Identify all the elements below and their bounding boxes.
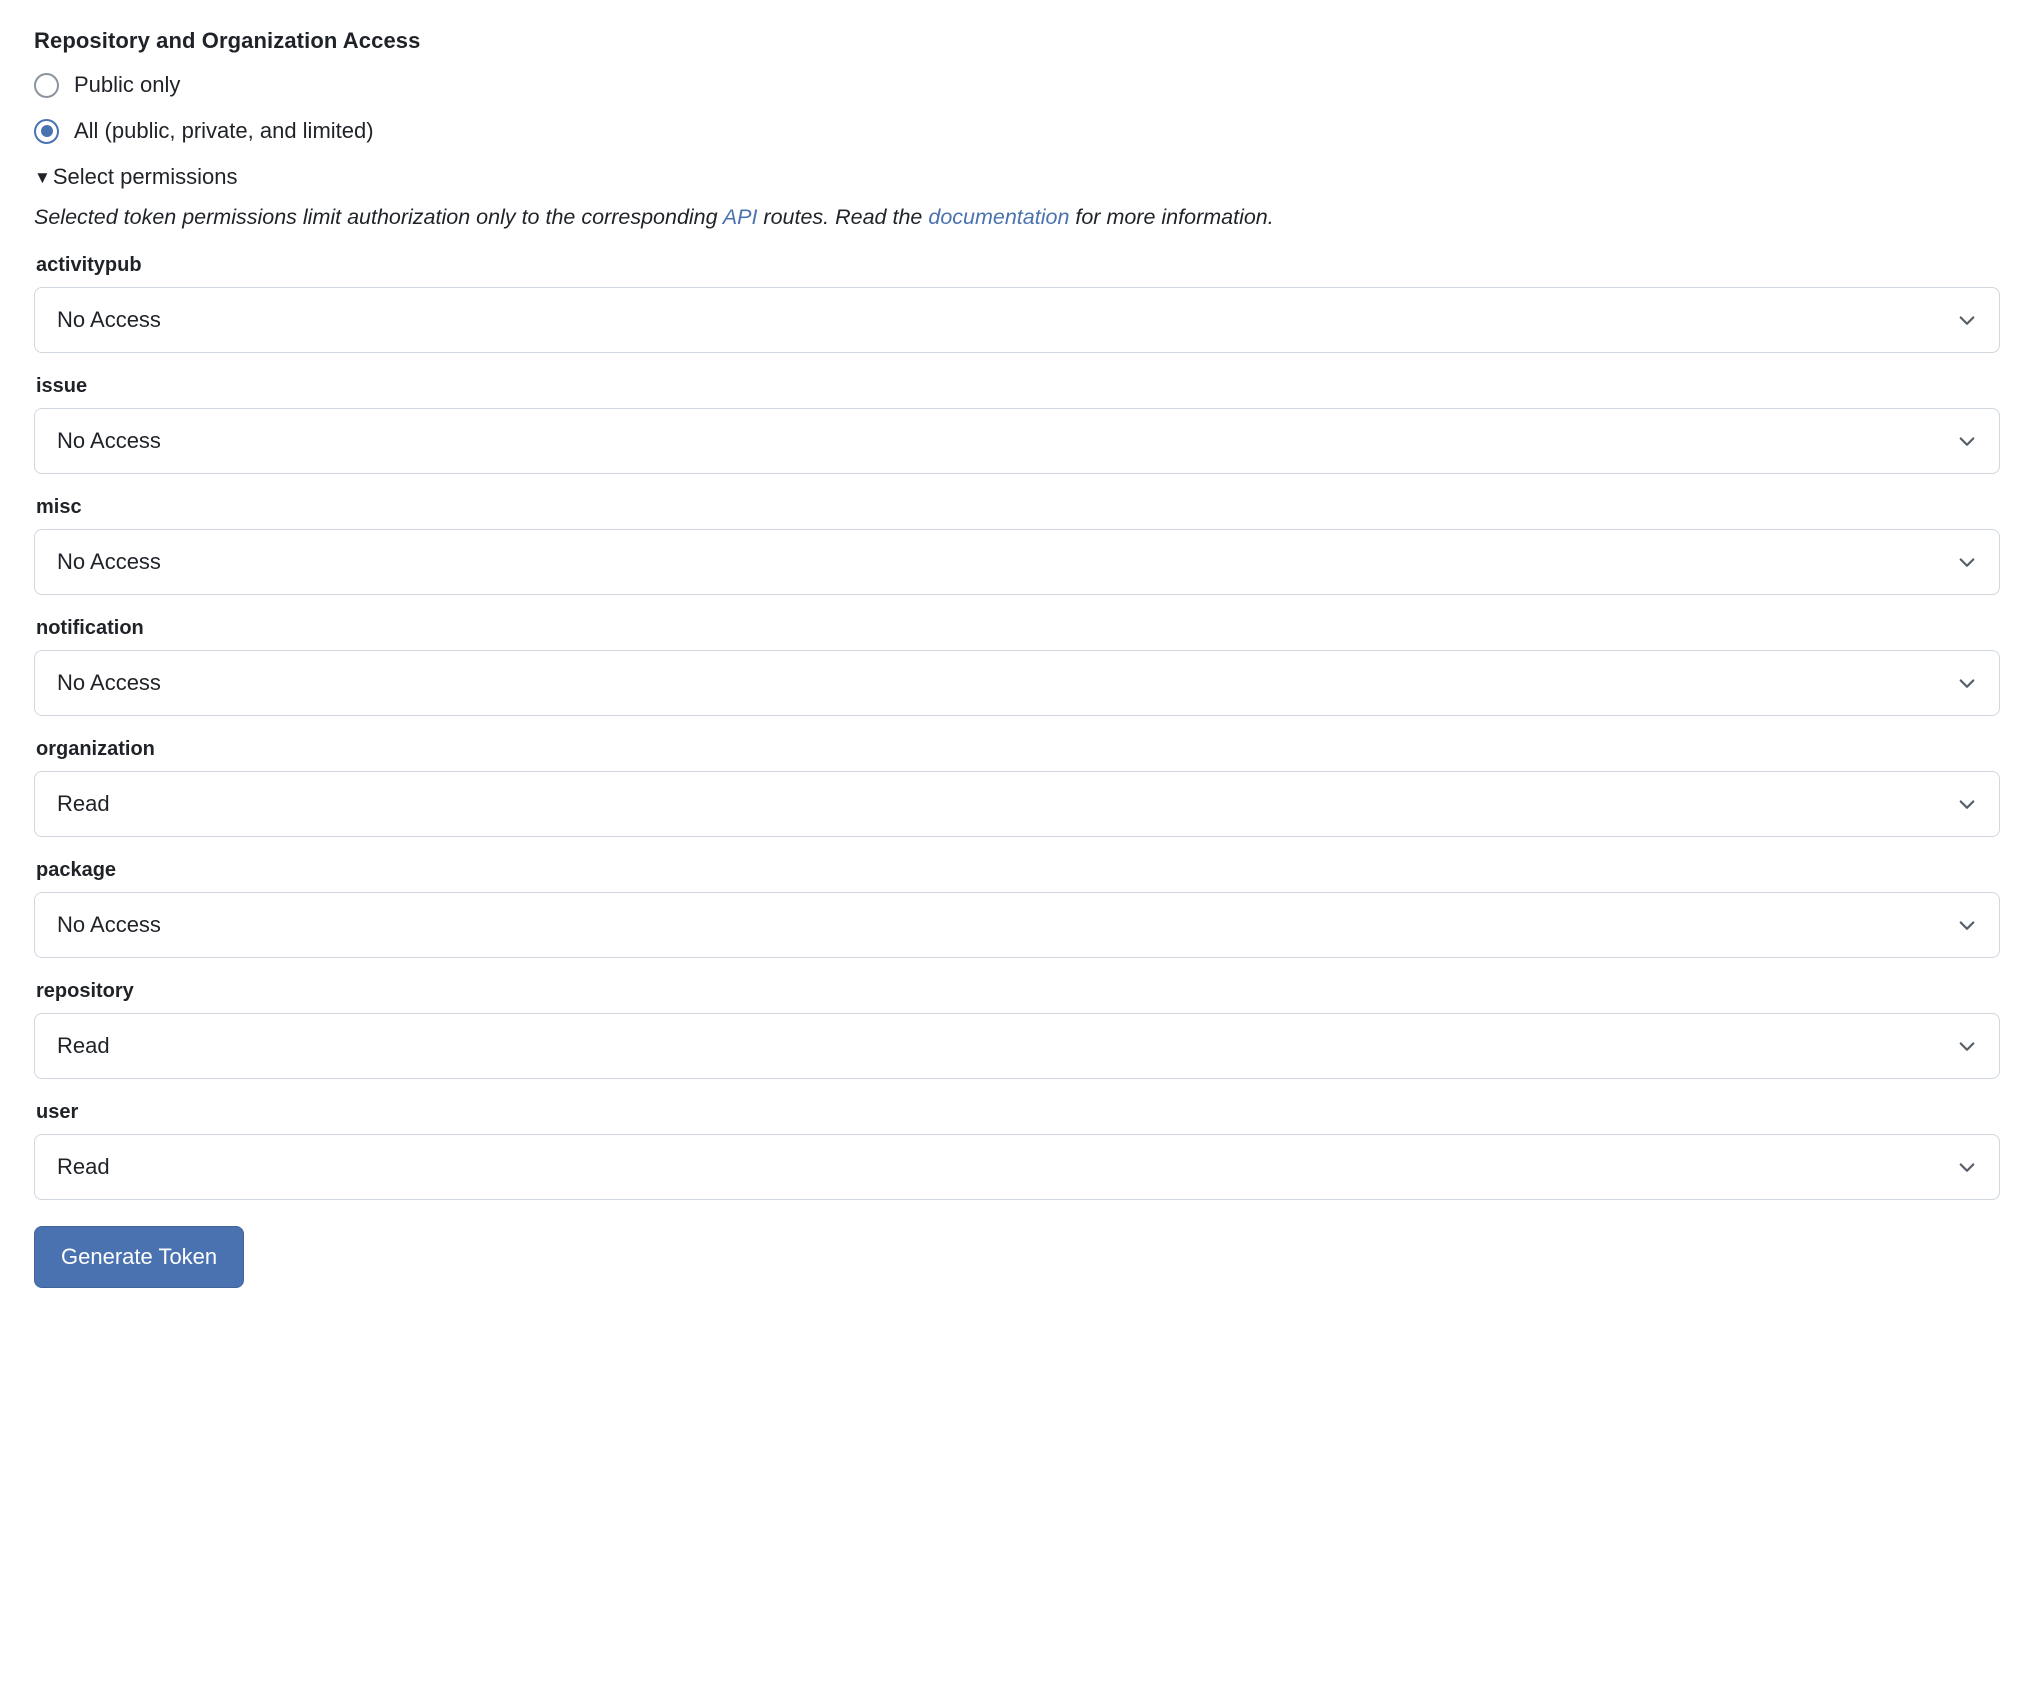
permission-select-repository[interactable] <box>34 1013 2000 1079</box>
permission-selected-value: No Access <box>57 911 161 937</box>
access-option-public-only[interactable] <box>34 68 2000 102</box>
permission-select-misc[interactable] <box>34 529 2000 595</box>
radio-all[interactable] <box>34 119 59 144</box>
permission-label: organization <box>36 737 155 760</box>
permission-row <box>34 254 2000 353</box>
documentation-link[interactable]: documentation <box>928 205 1070 229</box>
permission-label: repository <box>36 979 134 1002</box>
chevron-down-icon <box>1957 310 1977 330</box>
access-option-label: Public only <box>74 72 181 97</box>
permission-label: user <box>36 1100 79 1123</box>
permission-select-activitypub[interactable] <box>34 287 2000 353</box>
permission-row <box>34 375 2000 474</box>
chevron-down-icon: ▼ <box>34 167 51 187</box>
permission-row <box>34 1101 2000 1200</box>
access-option-label: All (public, private, and limited) <box>74 118 374 143</box>
chevron-down-icon <box>1957 431 1977 451</box>
permission-select-package[interactable] <box>34 892 2000 958</box>
permission-selected-value: No Access <box>57 548 161 574</box>
select-permissions-label: Select permissions <box>52 164 238 189</box>
permission-selected-value: No Access <box>57 669 161 695</box>
permission-selected-value: Read <box>57 1032 110 1058</box>
permission-selected-value: Read <box>57 790 110 816</box>
permission-row <box>34 738 2000 837</box>
permission-label: activitypub <box>36 253 142 276</box>
page-title: Repository and Organization Access <box>34 28 421 53</box>
helper-part-2: routes. Read the <box>757 205 929 229</box>
select-permissions-disclosure[interactable] <box>34 164 237 190</box>
permission-label: package <box>36 858 117 881</box>
permission-select-user[interactable] <box>34 1134 2000 1200</box>
permission-row <box>34 496 2000 595</box>
permission-label: notification <box>36 616 144 639</box>
permission-selected-value: Read <box>57 1153 110 1179</box>
permission-row <box>34 980 2000 1079</box>
access-option-all[interactable] <box>34 114 2000 148</box>
permission-selected-value: No Access <box>57 306 161 332</box>
permission-row <box>34 617 2000 716</box>
chevron-down-icon <box>1957 673 1977 693</box>
generate-token-button[interactable]: Generate Token <box>34 1226 244 1288</box>
chevron-down-icon <box>1957 552 1977 572</box>
radio-public-only[interactable] <box>34 73 59 98</box>
helper-part-1: Selected token permissions limit authorization only to the corresponding <box>34 205 723 229</box>
helper-part-3: for more information. <box>1069 205 1274 229</box>
permission-select-organization[interactable] <box>34 771 2000 837</box>
permission-row <box>34 859 2000 958</box>
permission-select-issue[interactable] <box>34 408 2000 474</box>
permission-select-notification[interactable] <box>34 650 2000 716</box>
permissions-helper-text <box>34 204 2000 232</box>
chevron-down-icon <box>1957 1036 1977 1056</box>
chevron-down-icon <box>1957 794 1977 814</box>
permission-label: misc <box>36 495 82 518</box>
chevron-down-icon <box>1957 1157 1977 1177</box>
api-link[interactable]: API <box>722 205 758 229</box>
chevron-down-icon <box>1957 915 1977 935</box>
permission-selected-value: No Access <box>57 427 161 453</box>
permission-label: issue <box>36 374 88 397</box>
form-actions <box>34 1226 2000 1328</box>
